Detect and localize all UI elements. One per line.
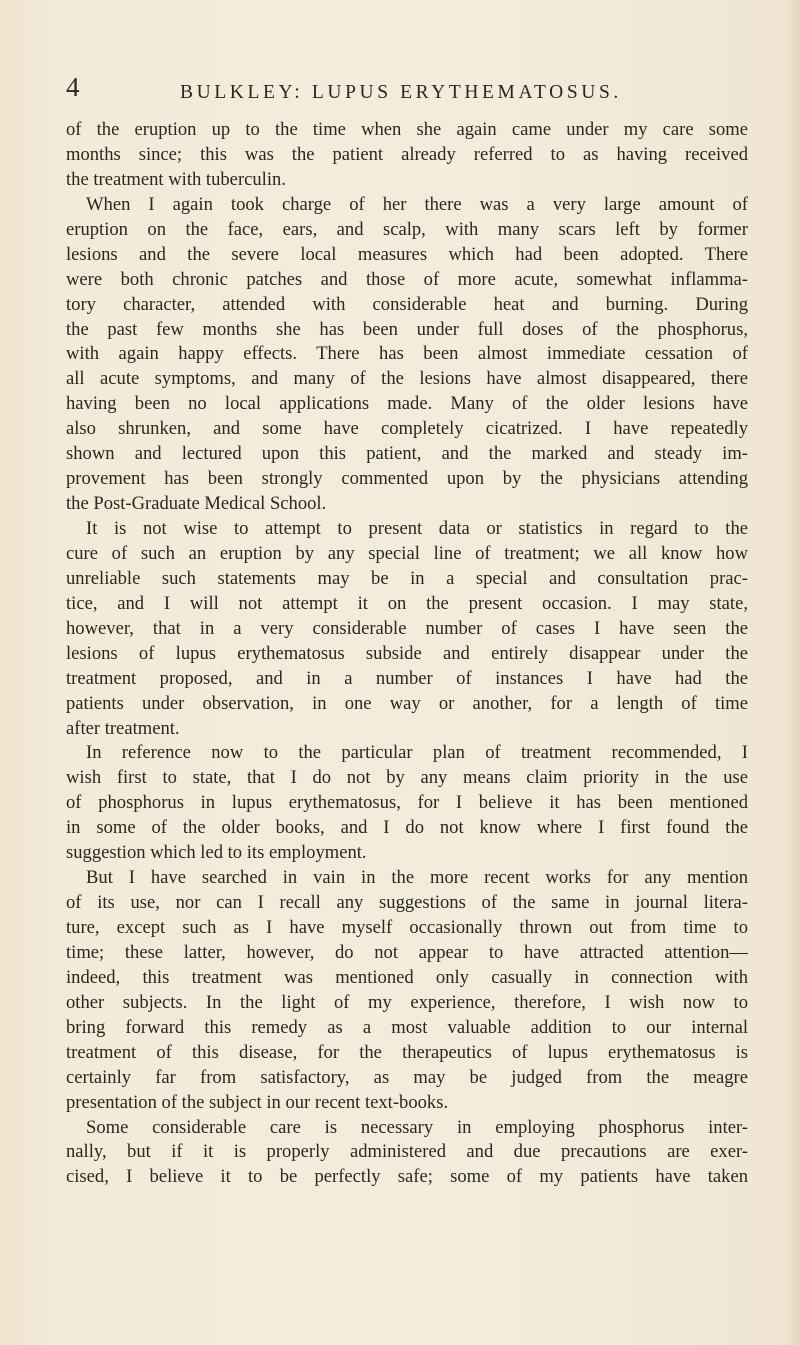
text-line: time; these latter, however, do not appear to have attracted attention— bbox=[66, 941, 748, 963]
text-line: all acute symptoms, and many of the lesions have almost disappeared, there bbox=[66, 368, 748, 390]
text-line: nally, but if it is properly administered and due precautions are exer- bbox=[66, 1141, 748, 1163]
text-line: Some considerable care is necessary in employing phosphorus inter- bbox=[86, 1116, 748, 1138]
text-line: lesions and the severe local measures which had been adopted. There bbox=[66, 243, 748, 265]
text-line: of the eruption up to the time when she again came under my care some bbox=[66, 119, 748, 140]
text-line: months since; this was the patient already referred to as having received bbox=[66, 143, 748, 165]
text-line: provement has been strongly commented upon by the physicians attending bbox=[66, 468, 748, 490]
body-text bbox=[66, 118, 748, 1190]
text-line: shown and lectured upon this patient, and the marked and steady im- bbox=[66, 443, 748, 465]
text-line: eruption on the face, ears, and scalp, with many scars left by former bbox=[66, 218, 748, 240]
text-line: with again happy effects. There has been almost immediate cessation of bbox=[66, 343, 748, 365]
page-number: 4 bbox=[66, 72, 80, 102]
running-head: BULKLEY: LUPUS ERYTHEMATOSUS. bbox=[180, 82, 622, 103]
page-header bbox=[0, 72, 800, 108]
text-line: the treatment with tuberculin. bbox=[66, 168, 286, 190]
text-line: after treatment. bbox=[66, 717, 180, 739]
text-line: cure of such an eruption by any special line of treatment; we all know how bbox=[66, 542, 748, 564]
text-line: unreliable such statements may be in a special and consultation prac- bbox=[66, 567, 748, 589]
text-line: presentation of the subject in our recent text-books. bbox=[66, 1091, 449, 1113]
text-line: It is not wise to attempt to present data or statistics in regard to the bbox=[86, 518, 748, 539]
text-line: tice, and I will not attempt it on the present occasion. I may state, bbox=[66, 592, 748, 614]
text-line: cised, I believe it to be perfectly safe; some of my patients have taken bbox=[66, 1166, 748, 1188]
text-line: the past few months she has been under full doses of the phosphorus, bbox=[66, 318, 748, 340]
text-line: But I have searched in vain in the more recent works for any mention bbox=[86, 867, 748, 889]
text-line: were both chronic patches and those of more acute, somewhat inflamma- bbox=[66, 268, 748, 290]
text-line: When I again took charge of her there was a very large amount of bbox=[86, 193, 748, 215]
text-line: patients under observation, in one way or another, for a length of time bbox=[66, 692, 748, 714]
text-line: in some of the older books, and I do not know where I first found the bbox=[66, 817, 748, 839]
text-line: certainly far from satisfactory, as may be judged from the meagre bbox=[66, 1066, 748, 1088]
text-line: indeed, this treatment was mentioned only casually in connection with bbox=[66, 966, 748, 988]
text-line: having been no local applications made. Many of the older lesions have bbox=[66, 393, 748, 415]
text-line: however, that in a very considerable number of cases I have seen the bbox=[66, 617, 748, 639]
text-line: of its use, nor can I recall any suggestions of the same in journal litera- bbox=[66, 892, 748, 914]
text-line: ture, except such as I have myself occasionally thrown out from time to bbox=[66, 917, 748, 938]
text-line: treatment of this disease, for the therapeutics of lupus erythematosus is bbox=[66, 1041, 748, 1063]
text-line: of phosphorus in lupus erythematosus, for I believe it has been mentioned bbox=[66, 792, 748, 814]
text-line: In reference now to the particular plan of treatment recommended, I bbox=[86, 742, 748, 764]
text-line: bring forward this remedy as a most valuable addition to our internal bbox=[66, 1016, 748, 1038]
text-line: the Post-Graduate Medical School. bbox=[66, 493, 327, 515]
text-line: lesions of lupus erythematosus subside and entirely disappear under the bbox=[66, 642, 748, 664]
page-edge-shadow bbox=[786, 0, 800, 1345]
text-line: suggestion which led to its employment. bbox=[66, 842, 367, 864]
text-line: other subjects. In the light of my experience, therefore, I wish now to bbox=[66, 991, 748, 1013]
text-line: tory character, attended with considerable heat and burning. During bbox=[66, 293, 748, 315]
text-line: treatment proposed, and in a number of instances I have had the bbox=[66, 667, 748, 689]
text-line: wish first to state, that I do not by any means claim priority in the use bbox=[66, 767, 748, 789]
text-line: also shrunken, and some have completely cicatrized. I have repeatedly bbox=[66, 418, 748, 440]
